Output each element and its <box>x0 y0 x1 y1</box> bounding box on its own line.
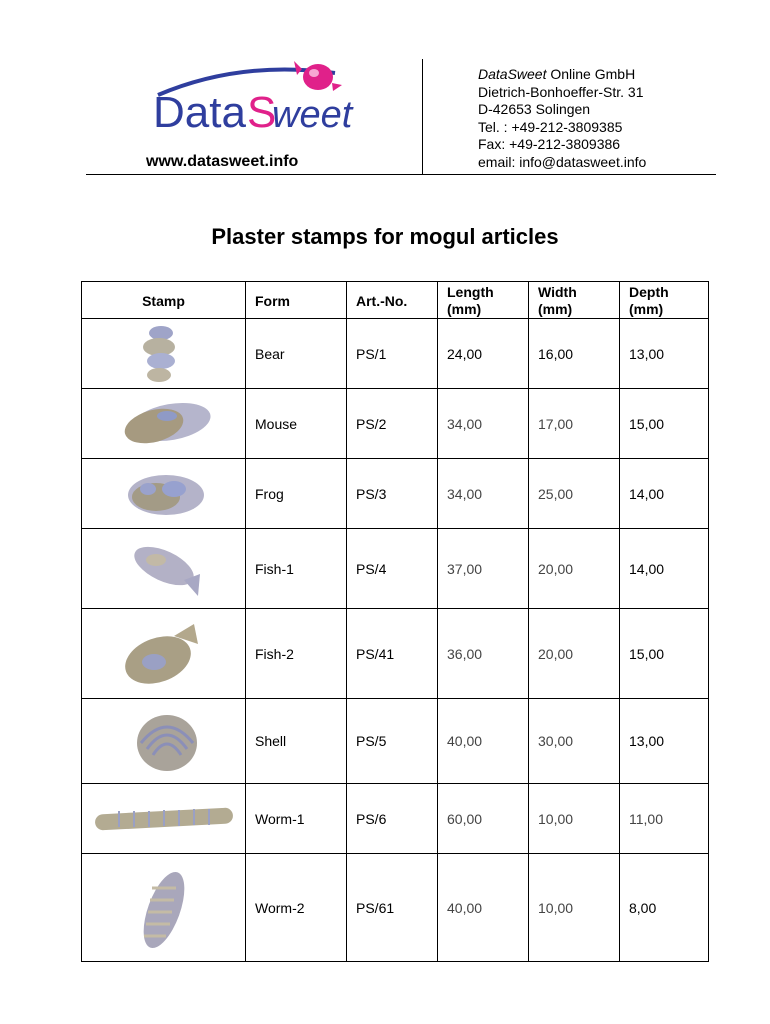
table-row <box>82 459 709 529</box>
width: 20,00 <box>529 609 620 699</box>
mouse-stamp-image <box>109 394 219 454</box>
fax: Fax: +49-212-3809386 <box>478 136 621 152</box>
fish-1-stamp-image <box>114 534 214 604</box>
col-artno: Art.-No. <box>347 282 438 319</box>
website-url[interactable]: www.datasweet.info <box>146 153 299 170</box>
depth: 15,00 <box>620 389 709 459</box>
contact-block <box>478 66 646 171</box>
depth: 8,00 <box>620 854 709 962</box>
stamp-image-cell <box>82 784 246 854</box>
length: 34,00 <box>438 389 529 459</box>
width: 10,00 <box>529 784 620 854</box>
table-row <box>82 699 709 784</box>
artno: PS/41 <box>347 609 438 699</box>
depth: 14,00 <box>620 529 709 609</box>
length: 37,00 <box>438 529 529 609</box>
width: 25,00 <box>529 459 620 529</box>
svg-text:Data: Data <box>153 88 246 137</box>
length: 40,00 <box>438 854 529 962</box>
form: Fish-2 <box>246 609 347 699</box>
stamp-image-cell <box>82 699 246 784</box>
street-address: Dietrich-Bonhoeffer-Str. 31 <box>478 83 644 100</box>
header-divider-horizontal <box>86 174 716 175</box>
table-row <box>82 529 709 609</box>
stamp-image-cell <box>82 854 246 962</box>
width: 16,00 <box>529 319 620 389</box>
company-name: DataSweet Online GmbH <box>478 66 636 82</box>
datasweet-logo <box>150 55 370 140</box>
stamp-image-cell <box>82 319 246 389</box>
form: Worm-1 <box>246 784 347 854</box>
depth: 15,00 <box>620 609 709 699</box>
artno: PS/3 <box>347 459 438 529</box>
email: email: info@datasweet.info <box>478 153 647 170</box>
artno: PS/2 <box>347 389 438 459</box>
fish-2-stamp-image <box>114 616 214 691</box>
artno: PS/1 <box>347 319 438 389</box>
stamp-image-cell <box>82 389 246 459</box>
depth: 13,00 <box>620 319 709 389</box>
table-row <box>82 609 709 699</box>
form: Bear <box>246 319 347 389</box>
form: Fish-1 <box>246 529 347 609</box>
worm-2-stamp-image <box>124 860 204 956</box>
svg-text:S: S <box>247 88 277 137</box>
artno: PS/6 <box>347 784 438 854</box>
city: D-42653 Solingen <box>478 101 591 117</box>
table-row <box>82 854 709 962</box>
stamp-image-cell <box>82 609 246 699</box>
form: Shell <box>246 699 347 784</box>
depth: 14,00 <box>620 459 709 529</box>
length: 60,00 <box>438 784 529 854</box>
length: 24,00 <box>438 319 529 389</box>
table-header-row <box>82 282 709 319</box>
width: 10,00 <box>529 854 620 962</box>
width: 17,00 <box>529 389 620 459</box>
stamp-image-cell <box>82 459 246 529</box>
table-row <box>82 319 709 389</box>
length: 36,00 <box>438 609 529 699</box>
header-logo-area <box>88 55 422 173</box>
stamp-image-cell <box>82 529 246 609</box>
form: Worm-2 <box>246 854 347 962</box>
artno: PS/5 <box>347 699 438 784</box>
table-row <box>82 389 709 459</box>
length: 34,00 <box>438 459 529 529</box>
col-depth: Depth (mm) <box>620 282 709 319</box>
col-width: Width (mm) <box>529 282 620 319</box>
width: 30,00 <box>529 699 620 784</box>
depth: 13,00 <box>620 699 709 784</box>
shell-stamp-image <box>119 705 209 777</box>
svg-text:weet: weet <box>272 94 353 136</box>
width: 20,00 <box>529 529 620 609</box>
header-divider-vertical <box>422 59 423 174</box>
bear-stamp-image <box>129 323 199 385</box>
telephone: Tel. : +49-212-3809385 <box>478 118 623 135</box>
col-length: Length (mm) <box>438 282 529 319</box>
artno: PS/4 <box>347 529 438 609</box>
table-row <box>82 784 709 854</box>
stamps-table <box>81 281 709 962</box>
form: Mouse <box>246 389 347 459</box>
worm-1-stamp-image <box>89 799 239 839</box>
form: Frog <box>246 459 347 529</box>
page-title: Plaster stamps for mogul articles <box>211 224 559 249</box>
length: 40,00 <box>438 699 529 784</box>
col-stamp: Stamp <box>82 282 246 319</box>
col-form: Form <box>246 282 347 319</box>
artno: PS/61 <box>347 854 438 962</box>
frog-stamp-image <box>114 465 214 523</box>
depth: 11,00 <box>620 784 709 854</box>
